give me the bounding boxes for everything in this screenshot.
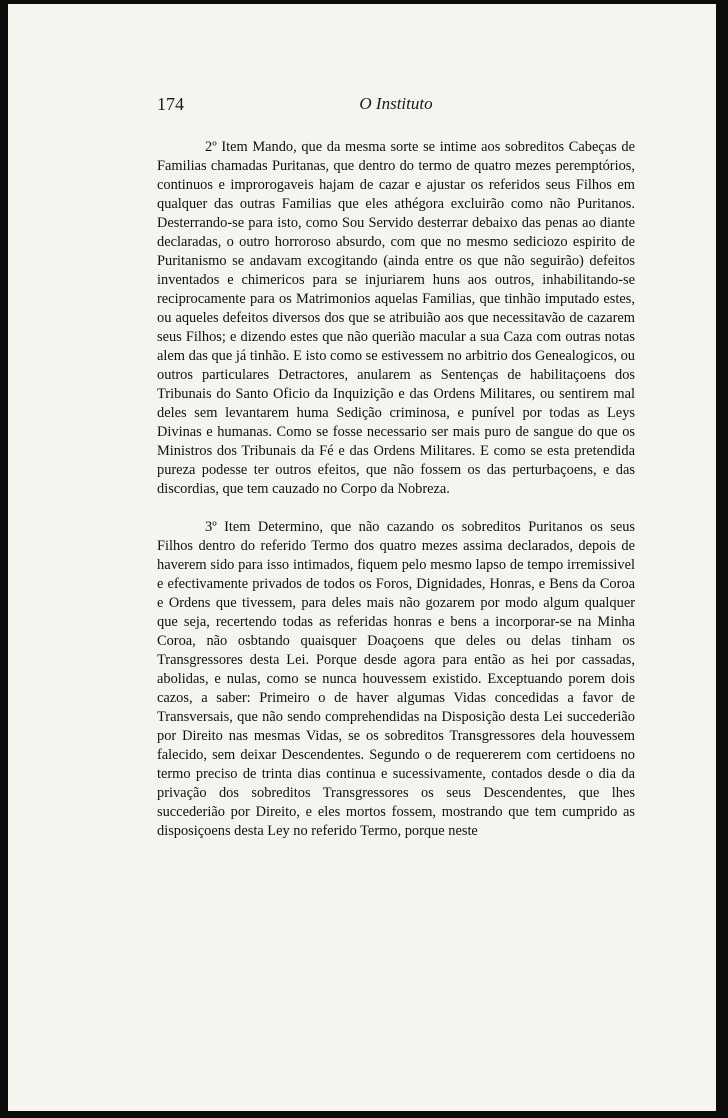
body-text bbox=[157, 138, 635, 841]
page-number: 174 bbox=[157, 94, 184, 114]
running-title: O Instituto bbox=[359, 94, 433, 113]
page-header bbox=[157, 94, 635, 118]
paragraph-item-2: 2º Item Mando, que da mesma sorte se intime aos sobreditos Cabeças de Familias chamadas Puritanas, que dentro do termo de quatro mezes peremptórios, continuos e improrogaveis hajam de cazar e ajustar os referidos seus Filhos em qualquer das outras Familias que eles athégora excluirão como não Puritanos. Desterrando-se para isto, como Sou Servido desterrar debaixo das penas ao diante declaradas, o outro horroroso absurdo, com que no mesmo sediciozo espirito de Puritanismo se andavam excogitando (ainda entre os que não seguirão) defeitos inventados e chimericos para se injuriarem huns aos outros, inhabilitando-se reciprocamente para os Matrimonios aquelas Familias, que tinhão imputado estes, ou aqueles defeitos diversos dos que se atribuião aos que necessitavão de cazarem seus Filhos; e dizendo estes que não querião macular a sua Caza com outras notas alem das que já tinhão. E isto como se estivessem no arbitrio dos Genealogicos, ou outros particulares Detractores, anularem as Sentenças de habilitaçoens dos Tribunais do Santo Oficio da Inquizição e das Ordens Militares, ou sentirem mal deles sem levantarem huma Sedição criminosa, e punível por todas as Leys Divinas e humanas. Como se fosse necessario ser mais puro de sangue do que os Ministros dos Tribunais da Fé e das Ordens Militares. E como se esta pretendida pureza podesse ter outros efeitos, que não fossem os das perturbaçoens, e das discordias, que tem cauzado no Corpo da Nobreza. bbox=[157, 139, 635, 497]
book-page bbox=[8, 4, 716, 1111]
paragraph-item-3: 3º Item Determino, que não cazando os sobreditos Puritanos os seus Filhos dentro do referido Termo dos quatro mezes assima declarados, depois de haverem sido para isso intimados, fiquem pelo mesmo lapso de tempo irremissivel e efectivamente privados de todos os Foros, Dignidades, Honras, e Bens da Coroa e Ordens que tivessem, para deles mais não gozarem por modo algum qualquer que seja, recertendo todas as referidas honras e bens a incorporar-se na Minha Coroa, não osbtando quaisquer Doaçoens que deles ou delas tinham os Transgressores desta Lei. Porque desde agora para então as hei por cassadas, abolidas, e nulas, como se nunca houvessem existido. Exceptuando porem dois cazos, a saber: Primeiro o de haver algumas Vidas concedidas a favor de Transversais, que não sendo comprehendidas na Disposição desta Lei succederião por Direito nas mesmas Vidas, se os sobreditos Transgressores dela houvessem falecido, sem deixar Descendentes. Segundo o de requererem com certidoens no termo preciso de trinta dias continua e sucessivamente, contados desde o dia da privação dos sobreditos Transgressores os seus Descendentes, que lhes succederião por Direito, e eles mortos fossem, mostrando que tem cumprido as disposiçoens desta Ley no referido Termo, porque neste bbox=[157, 519, 635, 839]
